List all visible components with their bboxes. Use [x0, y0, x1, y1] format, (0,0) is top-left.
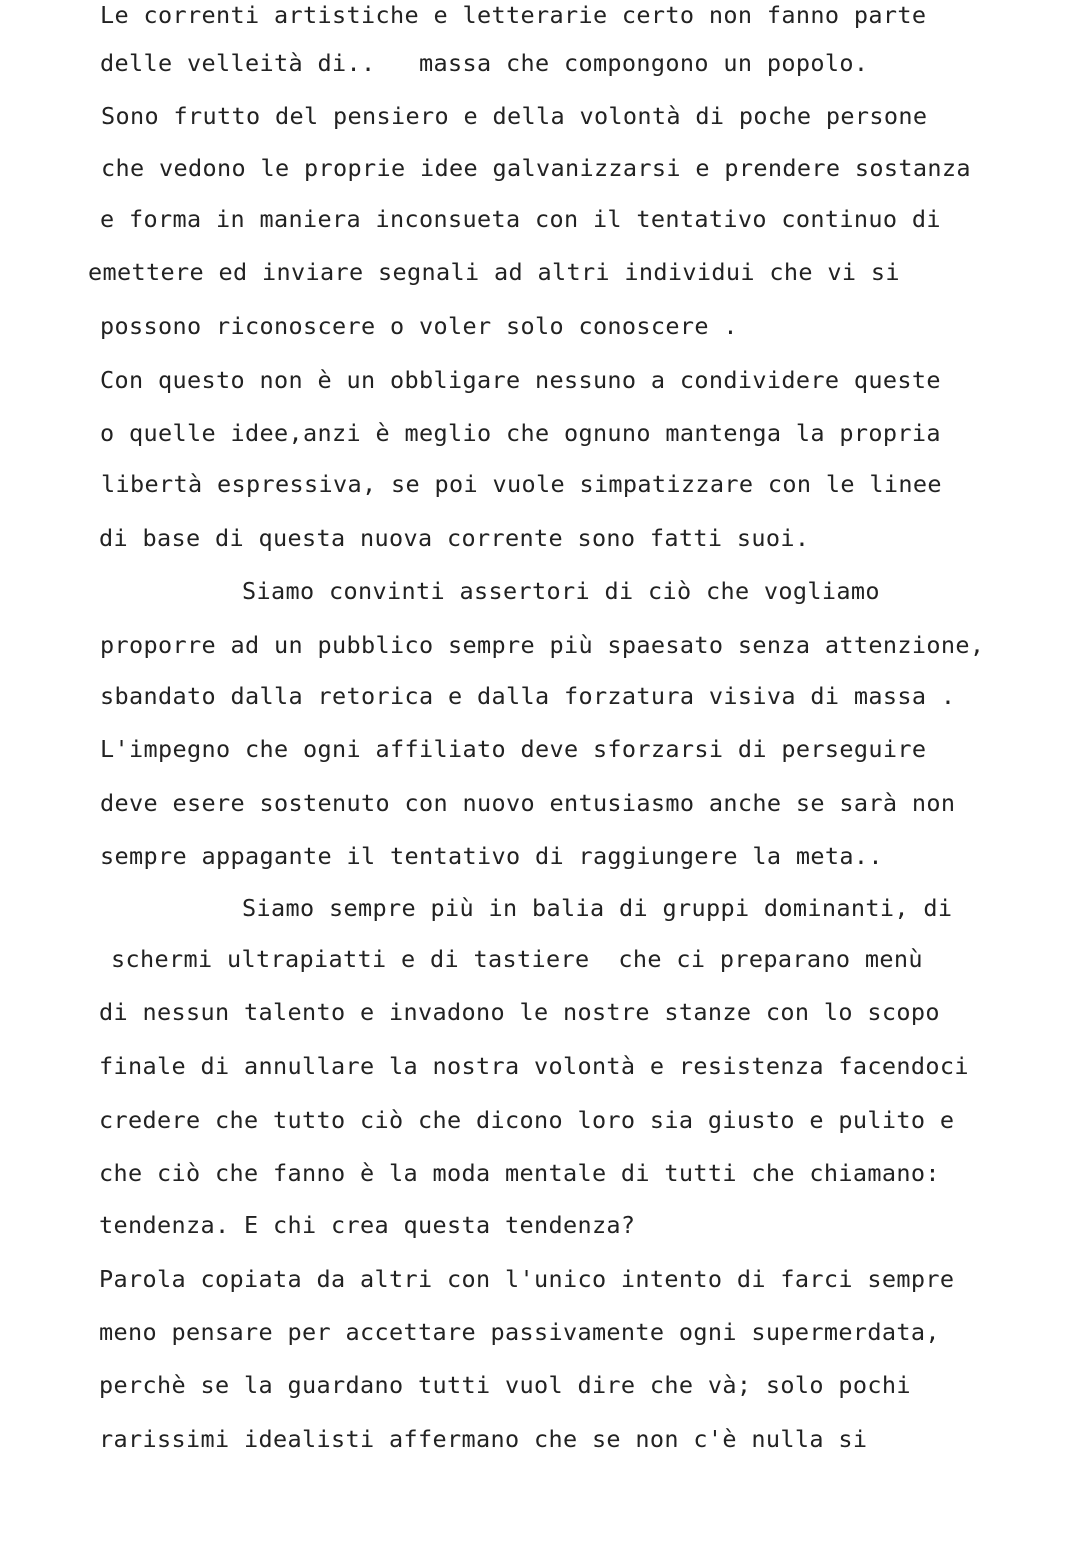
text-line: sempre appagante il tentativo di raggiungere la meta..: [100, 842, 883, 870]
text-line: perchè se la guardano tutti vuol dire che và; solo pochi: [99, 1371, 911, 1399]
text-line: o quelle idee,anzi è meglio che ognuno mantenga la propria: [100, 419, 941, 447]
text-line: L'impegno che ogni affiliato deve sforzarsi di perseguire: [100, 735, 927, 763]
text-line: Sono frutto del pensiero e della volontà di poche persone: [101, 102, 928, 130]
text-line: sbandato dalla retorica e dalla forzatura visiva di massa .: [100, 682, 956, 710]
text-line: rarissimi idealisti affermano che se non c'è nulla si: [99, 1425, 868, 1453]
text-line: Parola copiata da altri con l'unico intento di farci sempre: [99, 1265, 955, 1293]
text-line: finale di annullare la nostra volontà e resistenza facendoci: [99, 1052, 969, 1080]
text-line: schermi ultrapiatti e di tastiere che ci preparano menù: [111, 945, 923, 973]
text-line: tendenza. E chi crea questa tendenza?: [99, 1211, 636, 1239]
text-line: Siamo convinti assertori di ciò che vogliamo: [242, 577, 880, 605]
text-line: credere che tutto ciò che dicono loro sia giusto e pulito e: [99, 1106, 955, 1134]
text-line: possono riconoscere o voler solo conoscere .: [100, 312, 738, 340]
text-line: meno pensare per accettare passivamente ogni supermerdata,: [99, 1318, 940, 1346]
text-line: Siamo sempre più in balia di gruppi dominanti, di: [242, 894, 953, 922]
text-line: proporre ad un pubblico sempre più spaesato senza attenzione,: [100, 631, 985, 659]
text-line: delle velleità di.. massa che compongono un popolo.: [100, 49, 869, 77]
text-line: Le correnti artistiche e letterarie certo non fanno parte: [100, 1, 927, 29]
text-line: Con questo non è un obbligare nessuno a condividere queste: [100, 366, 941, 394]
text-line: emettere ed inviare segnali ad altri individui che vi si: [88, 258, 900, 286]
text-line: libertà espressiva, se poi vuole simpatizzare con le linee: [101, 470, 942, 498]
text-line: che ciò che fanno è la moda mentale di tutti che chiamano:: [99, 1159, 940, 1187]
text-line: e forma in maniera inconsueta con il tentativo continuo di: [100, 205, 941, 233]
text-line: che vedono le proprie idee galvanizzarsi e prendere sostanza: [101, 154, 971, 182]
text-line: di base di questa nuova corrente sono fatti suoi.: [99, 524, 810, 552]
text-line: deve esere sostenuto con nuovo entusiasmo anche se sarà non: [100, 789, 956, 817]
text-line: di nessun talento e invadono le nostre stanze con lo scopo: [99, 998, 940, 1026]
